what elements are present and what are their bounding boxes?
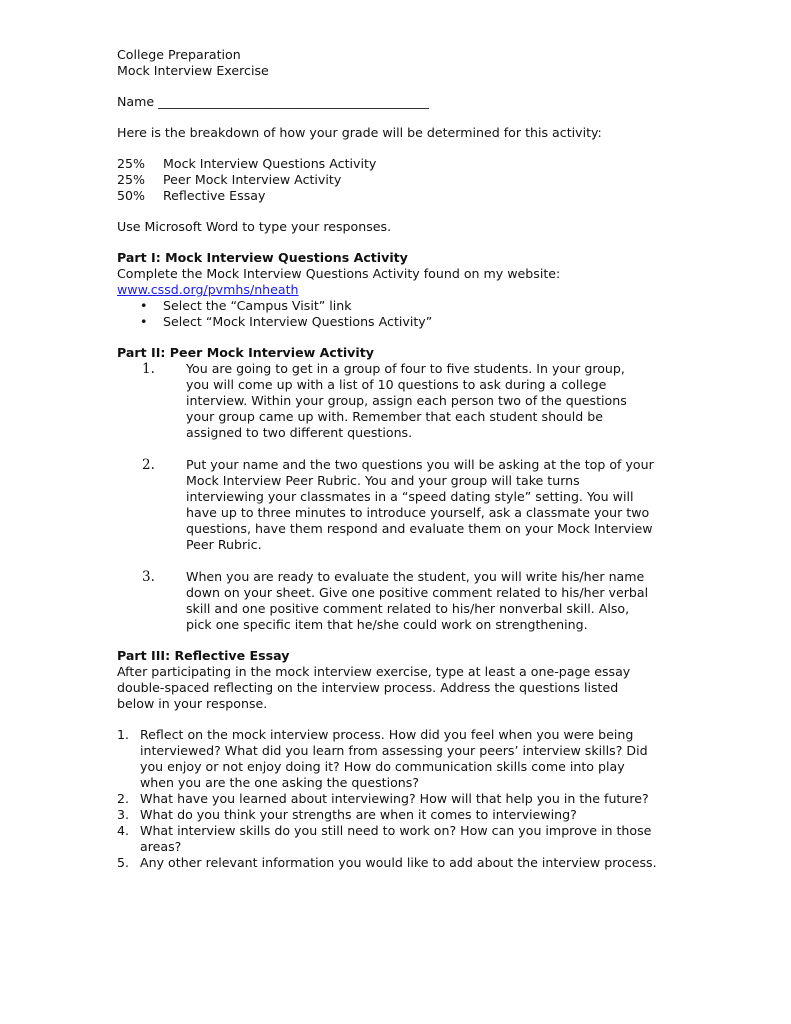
step-line: Peer Rubric. xyxy=(186,537,262,552)
bullet-text: Select the “Campus Visit” link xyxy=(163,298,352,313)
question-item xyxy=(117,791,696,807)
question-item xyxy=(117,855,696,871)
step-line: interview. Within your group, assign each person two of the questions xyxy=(186,393,627,408)
part2-heading: Part II: Peer Mock Interview Activity xyxy=(117,345,374,360)
step-line: Put your name and the two questions you will be asking at the top of your xyxy=(186,457,654,472)
question-number: 2. xyxy=(117,791,130,806)
step-line: Mock Interview Peer Rubric. You and your group will take turns xyxy=(186,473,580,488)
question-number: 3. xyxy=(117,807,130,822)
step-number: 1. xyxy=(142,361,155,377)
website-link[interactable]: www.cssd.org/pvmhs/nheath xyxy=(117,282,299,297)
part1-heading: Part I: Mock Interview Questions Activity xyxy=(117,250,408,265)
step-line: you will come up with a list of 10 questions to ask during a college xyxy=(186,377,607,392)
part3-intro-line: below in your response. xyxy=(117,696,268,711)
part1-bullet-list xyxy=(117,298,687,330)
exercise-title: Mock Interview Exercise xyxy=(117,63,269,78)
step-line: have up to three minutes to introduce yourself, ask a classmate your two xyxy=(186,505,650,520)
grade-label: Reflective Essay xyxy=(163,188,266,203)
grade-label: Mock Interview Questions Activity xyxy=(163,156,377,171)
document-page xyxy=(117,47,687,871)
question-number: 4. xyxy=(117,823,130,838)
question-line: areas? xyxy=(140,839,182,854)
step-item xyxy=(117,457,672,553)
step-line: questions, have them respond and evaluate them on your Mock Interview xyxy=(186,521,653,536)
step-line: interviewing your classmates in a “speed dating style” setting. You will xyxy=(186,489,634,504)
step-item xyxy=(117,361,672,441)
question-item xyxy=(117,807,696,823)
grade-percent: 25% xyxy=(117,172,145,187)
grading-intro: Here is the breakdown of how your grade will be determined for this activity: xyxy=(117,125,602,140)
step-number: 2. xyxy=(142,457,155,473)
step-line: skill and one positive comment related to his/her nonverbal skill. Also, xyxy=(186,601,630,616)
question-number: 5. xyxy=(117,855,130,870)
step-line: You are going to get in a group of four to five students. In your group, xyxy=(186,361,625,376)
question-line: What interview skills do you still need to work on? How can you improve in those xyxy=(140,823,652,838)
bullet-icon: • xyxy=(140,298,148,313)
question-line: Reflect on the mock interview process. How did you feel when you were being xyxy=(140,727,634,742)
grade-row xyxy=(117,172,687,188)
question-line: What do you think your strengths are when it comes to interviewing? xyxy=(140,807,577,822)
question-line: What have you learned about interviewing? How will that help you in the future? xyxy=(140,791,649,806)
step-line: down on your sheet. Give one positive comment related to his/her verbal xyxy=(186,585,649,600)
question-number: 1. xyxy=(117,727,130,742)
list-item xyxy=(117,298,687,314)
grade-row xyxy=(117,156,687,172)
part3-heading: Part III: Reflective Essay xyxy=(117,648,290,663)
step-number: 3. xyxy=(142,569,155,585)
part3-intro-line: After participating in the mock interview exercise, type at least a one-page essay xyxy=(117,664,631,679)
step-line: your group came up with. Remember that each student should be xyxy=(186,409,603,424)
bullet-text: Select “Mock Interview Questions Activity” xyxy=(163,314,433,329)
step-line: pick one specific item that he/she could work on strengthening. xyxy=(186,617,588,632)
bullet-icon: • xyxy=(140,314,148,329)
word-note: Use Microsoft Word to type your responses. xyxy=(117,219,392,234)
question-item xyxy=(117,823,696,855)
list-item xyxy=(117,314,687,330)
grade-percent: 25% xyxy=(117,156,145,171)
question-line: you enjoy or not enjoy doing it? How do communication skills come into play xyxy=(140,759,625,774)
grade-row xyxy=(117,188,687,204)
grade-breakdown xyxy=(117,156,687,204)
reflection-questions xyxy=(117,727,687,871)
grade-percent: 50% xyxy=(117,188,145,203)
part1-text: Complete the Mock Interview Questions Activity found on my website: xyxy=(117,266,561,281)
question-item xyxy=(117,727,696,791)
part2-steps xyxy=(117,361,687,633)
step-item xyxy=(117,569,672,633)
question-line: Any other relevant information you would like to add about the interview process. xyxy=(140,855,657,870)
name-line: Name ___________________________________________ xyxy=(117,94,429,109)
course-title: College Preparation xyxy=(117,47,241,62)
part3-intro-line: double-spaced reflecting on the interview process. Address the questions listed xyxy=(117,680,619,695)
question-line: interviewed? What did you learn from assessing your peers’ interview skills? Did xyxy=(140,743,648,758)
step-line: assigned to two different questions. xyxy=(186,425,413,440)
grade-label: Peer Mock Interview Activity xyxy=(163,172,342,187)
step-line: When you are ready to evaluate the student, you will write his/her name xyxy=(186,569,645,584)
question-line: when you are the one asking the questions? xyxy=(140,775,420,790)
